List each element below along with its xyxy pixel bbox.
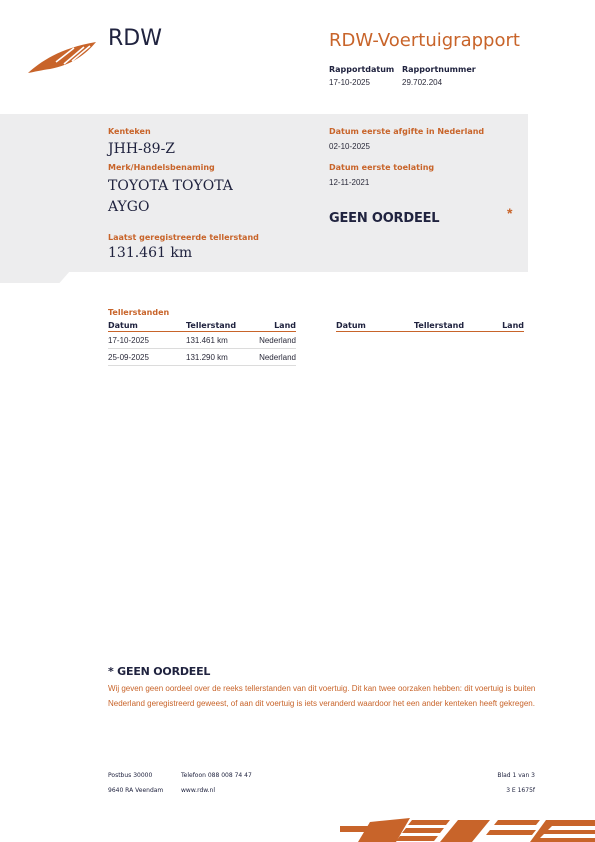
row-reading: 131.290 km — [186, 349, 252, 366]
row-country: Nederland — [252, 349, 296, 366]
footer-postbus: Postbus 30000 — [108, 772, 153, 779]
readings-table-left — [108, 321, 296, 366]
rdw-logo-icon — [26, 38, 98, 76]
footer-city: 9640 RA Veendam — [108, 787, 164, 794]
note-title: * GEEN OORDEEL — [108, 665, 211, 678]
row-date: 17-10-2025 — [108, 332, 186, 349]
col-reading: Tellerstand — [186, 321, 252, 332]
make-value-line1: TOYOTA TOYOTA — [108, 178, 233, 194]
decorative-stripes-icon — [340, 816, 595, 842]
row-reading: 131.461 km — [186, 332, 252, 349]
footer-website[interactable] — [181, 787, 215, 794]
odometer-label: Laatst geregistreerde tellerstand — [108, 233, 259, 242]
report-number-label: Rapportnummer — [402, 65, 476, 74]
row-date: 25-09-2025 — [108, 349, 186, 366]
vehicle-summary-panel — [0, 114, 528, 272]
footer-page: Blad 1 van 3 — [497, 772, 535, 779]
col-country: Land — [480, 321, 524, 332]
note-text: Wij geven geen oordeel over de reeks tellerstanden van dit voertuig. Dit kan twee oorzaken hebben: dit voertuig is buiten Nederland geregistreerd geweest, of aan dit voertuig is iets veranderd waardoor het een ander kenteken heeft gekregen. — [108, 684, 536, 708]
readings-title: Tellerstanden — [108, 308, 170, 317]
make-value-line2: AYGO — [108, 199, 150, 215]
readings-table-right — [336, 321, 524, 332]
report-number: 29.702.204 — [402, 78, 443, 87]
verdict-asterisk: * — [507, 205, 513, 221]
footer-phone: Telefoon 088 008 74 47 — [181, 772, 252, 779]
plate-label: Kenteken — [108, 127, 151, 136]
first-admission-label: Datum eerste toelating — [329, 163, 435, 172]
panel-notch — [0, 271, 70, 283]
first-admission-value: 12-11-2021 — [329, 178, 370, 187]
col-date: Datum — [108, 321, 186, 332]
col-reading: Tellerstand — [414, 321, 480, 332]
report-title: RDW-Voertuigrapport — [329, 30, 520, 51]
col-date: Datum — [336, 321, 414, 332]
brand-name: RDW — [108, 26, 162, 51]
make-label: Merk/Handelsbenaming — [108, 163, 215, 172]
col-country: Land — [252, 321, 296, 332]
report-date-label: Rapportdatum — [329, 65, 395, 74]
table-row — [108, 349, 296, 366]
verdict: GEEN OORDEEL — [329, 211, 440, 226]
first-nl-label: Datum eerste afgifte in Nederland — [329, 127, 485, 136]
first-nl-value: 02-10-2025 — [329, 142, 370, 151]
plate-value: JHH-89-Z — [108, 141, 176, 157]
row-country: Nederland — [252, 332, 296, 349]
footer-website-text: www.rdw.nl — [181, 787, 215, 794]
footer-code: 3 E 1675f — [506, 787, 535, 794]
odometer-value: 131.461 km — [108, 245, 193, 261]
report-date: 17-10-2025 — [329, 78, 370, 87]
table-row — [108, 332, 296, 349]
